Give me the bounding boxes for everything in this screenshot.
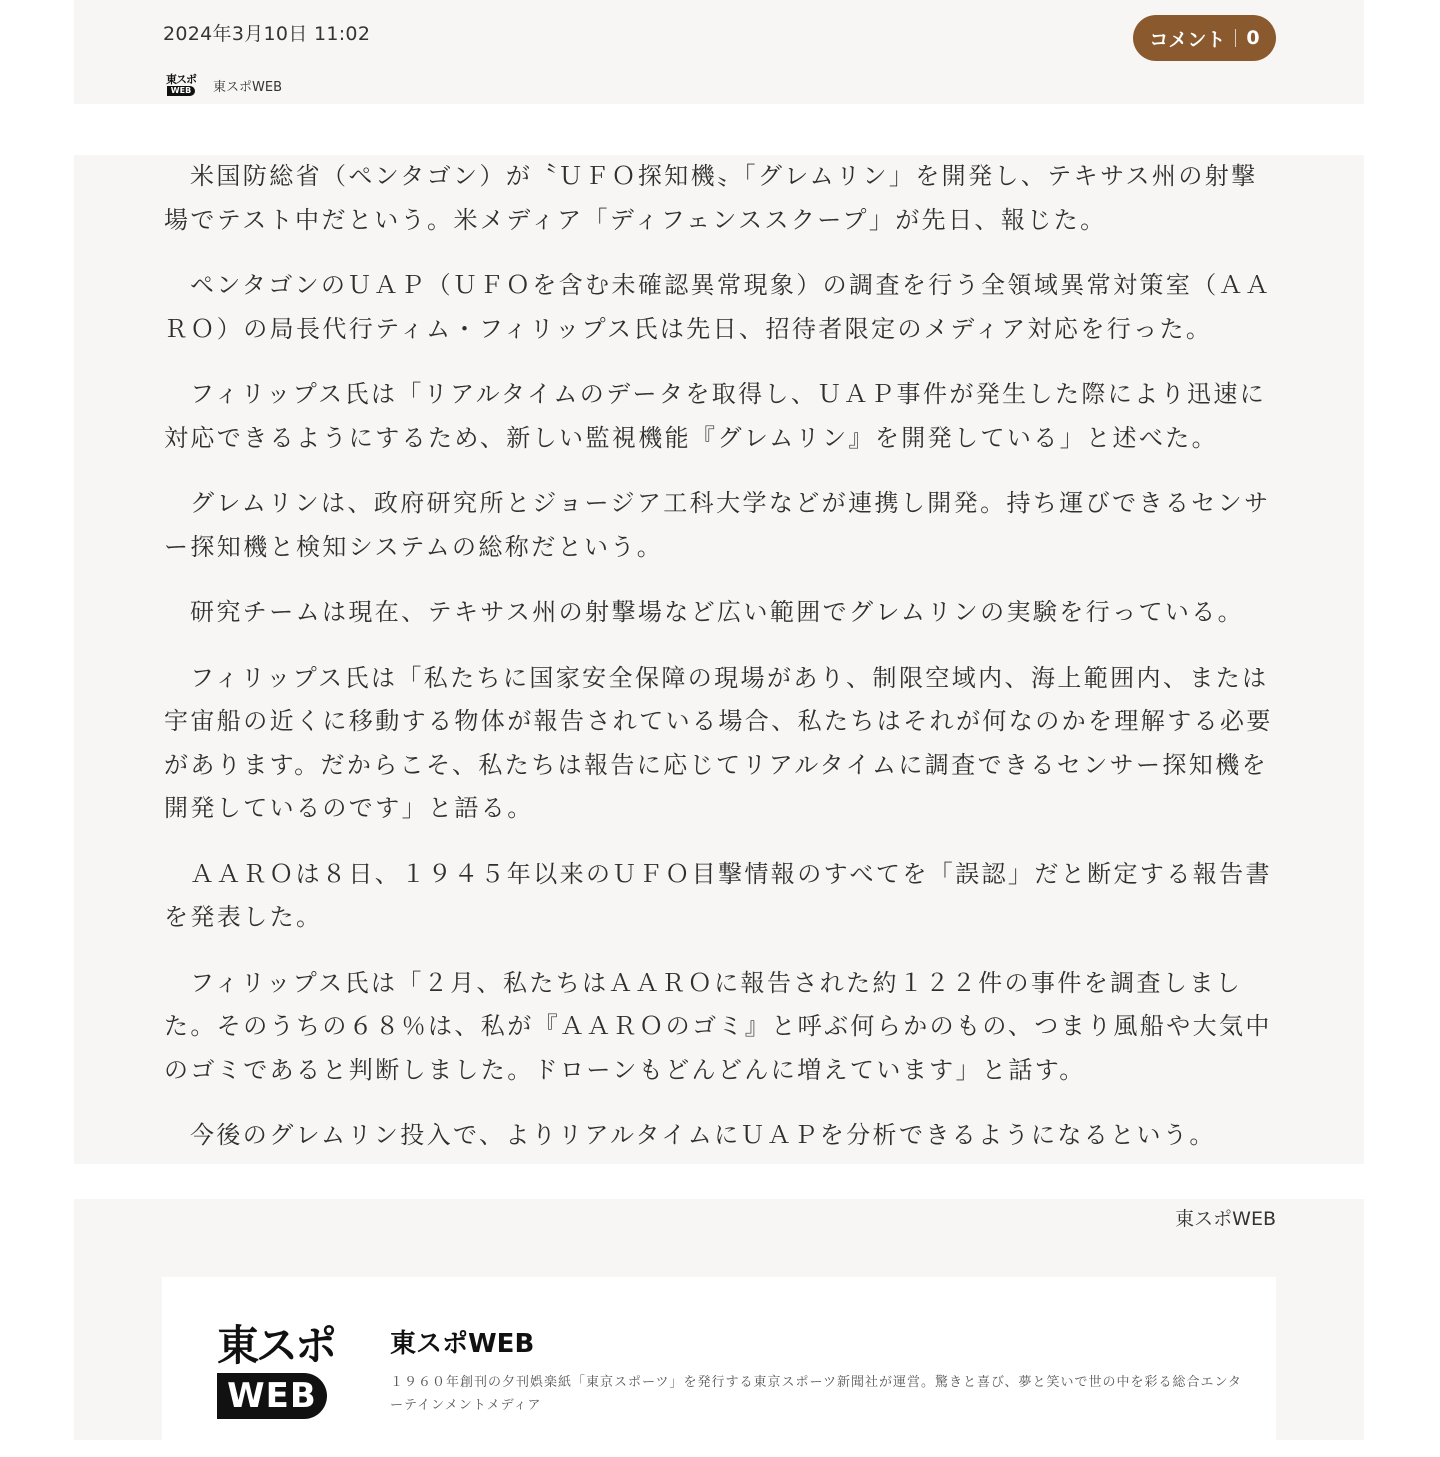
comment-label: コメント [1149, 28, 1226, 51]
article-header [74, 0, 1364, 104]
article-text [164, 155, 1276, 1180]
publisher-card[interactable] [162, 1277, 1276, 1457]
source-row [166, 72, 282, 98]
comment-button[interactable] [1133, 15, 1276, 61]
article-paragraph: フィリップス氏は「リアルタイムのデータを取得し、ＵＡＰ事件が発生した際により迅速に対応できるようにするため、新しい監視機能『グレムリン』を開発している」と述べた。 [164, 380, 1267, 452]
tospo-web-logo-icon: 東スポ WEB [217, 1323, 337, 1419]
article-paragraph: ペンタゴンのＵＡＰ（ＵＦＯを含む未確認異常現象）の調査を行う全領域異常対策室（ＡＡＲＯ）の局長代行ティム・フィリップス氏は先日、招待者限定のメディア対応を行った。 [164, 271, 1272, 343]
publish-timestamp: 2024年3月10日 11:02 [163, 23, 371, 45]
publisher-name[interactable]: 東スポWEB [390, 1329, 535, 1359]
article-paragraph: フィリップス氏は「私たちに国家安全保障の現場があり、制限空域内、海上範囲内、または宇宙船の近くに移動する物体が報告されている場合、私たちはそれが何なのかを理解する必要があります。だからこそ、私たちは報告に応じてリアルタイムに調査できるセンサー探知機を開発しているのです」と語る。 [164, 663, 1273, 822]
article-paragraph: グレムリンは、政府研究所とジョージア工科大学などが連携し開発。持ち運びできるセンサー探知機と検知システムの総称だという。 [164, 489, 1271, 561]
tospo-web-logo-icon[interactable]: 東スポ WEB [166, 73, 196, 95]
source-name[interactable]: 東スポWEB [213, 79, 282, 95]
article-paragraph: 研究チームは現在、テキサス州の射撃場など広い範囲でグレムリンの実験を行っている。 [190, 598, 1245, 626]
comment-count: 0 [1246, 27, 1260, 49]
source-credit: 東スポWEB [1175, 1208, 1276, 1230]
article-footer [74, 1199, 1364, 1440]
article-paragraph: フィリップス氏は「２月、私たちはＡＡＲＯに報告された約１２２件の事件を調査しました。そのうちの６８％は、私が『ＡＡＲＯのゴミ』と呼ぶ何らかのもの、つまり風船や大気中のゴミであると判断しました。ドローンもどんどんに増えています」と話す。 [164, 968, 1272, 1084]
article-paragraph: 米国防総省（ペンタゴン）が〝ＵＦＯ探知機〟「グレムリン」を開発し、テキサス州の射撃場でテスト中だという。米メディア「ディフェンススクープ」が先日、報じた。 [164, 162, 1258, 234]
article-paragraph: ＡＡＲＯは８日、１９４５年以来のＵＦＯ目撃情報のすべてを「誤認」だと断定する報告書を発表した。 [164, 859, 1272, 931]
article-body [74, 155, 1364, 1164]
article-paragraph: 今後のグレムリン投入で、よりリアルタイムにＵＡＰを分析できるようになるという。 [190, 1121, 1216, 1149]
publisher-description: １９６０年創刊の夕刊娯楽紙「東京スポーツ」を発行する東京スポーツ新聞社が運営。驚きと喜び、夢と笑いで世の中を彩る総合エンターテインメントメディア [390, 1375, 1242, 1413]
comment-divider [1235, 29, 1236, 47]
